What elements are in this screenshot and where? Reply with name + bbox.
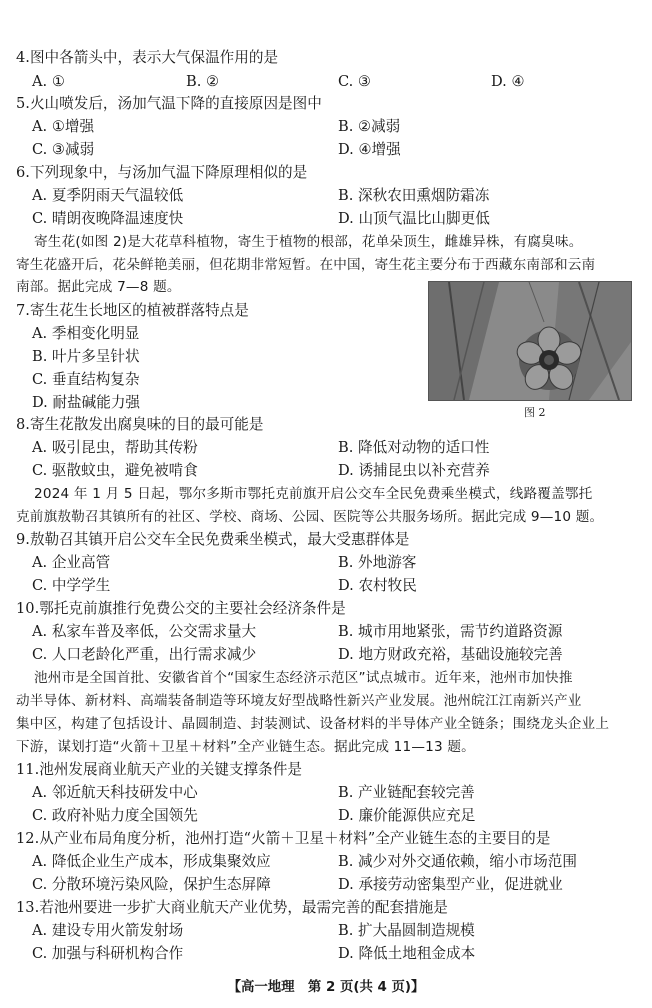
option-11b: B. 产业链配套较完善	[338, 784, 475, 801]
option-9b: B. 外地游客	[338, 554, 417, 571]
passage-3-line-3: 集中区，构建了包括设计、晶圆制造、封装测试、设备材料的半导体产业全链条；围绕龙头企业上	[16, 716, 610, 732]
question-8-stem: 8.寄生花散发出腐臭味的目的最可能是	[16, 416, 264, 433]
option-10d: D. 地方财政充裕，基础设施较完善	[338, 646, 563, 663]
option-13b: B. 扩大晶圆制造规模	[338, 922, 475, 939]
option-7a: A. 季相变化明显	[32, 325, 140, 342]
option-4c: C. ③	[338, 73, 372, 90]
option-9d: D. 农村牧民	[338, 577, 417, 594]
page-footer: 【高一地理 第 2 页(共 4 页)】	[227, 980, 425, 995]
passage-1-line-3: 南部。据此完成 7—8 题。	[16, 279, 181, 295]
option-11c: C. 政府补贴力度全国领先	[32, 807, 198, 824]
option-12a: A. 降低企业生产成本，形成集聚效应	[32, 853, 271, 870]
option-10b: B. 城市用地紧张，需节约道路资源	[338, 623, 563, 640]
question-5-stem: 5.火山喷发后，汤加气温下降的直接原因是图中	[16, 95, 322, 112]
option-12c: C. 分散环境污染风险，保护生态屏障	[32, 876, 271, 893]
option-12b: B. 减少对外交通依赖，缩小市场范围	[338, 853, 577, 870]
option-4a: A. ①	[32, 73, 65, 90]
passage-3-line-1: 池州市是全国首批、安徽省首个“国家生态经济示范区”试点城市。近年来，池州市加快推	[34, 670, 573, 686]
figure-caption: 图 2	[524, 406, 546, 419]
option-10a: A. 私家车普及率低，公交需求量大	[32, 623, 257, 640]
option-7c: C. 垂直结构复杂	[32, 371, 140, 388]
option-7b: B. 叶片多呈针状	[32, 348, 140, 365]
option-6d: D. 山顶气温比山脚更低	[338, 210, 490, 227]
passage-2-line-2: 克前旗敖勒召其镇所有的社区、学校、商场、公园、医院等公共服务场所。据此完成 9—10 题。	[16, 509, 604, 525]
option-8d: D. 诱捕昆虫以补充营养	[338, 462, 490, 479]
passage-1-line-1: 寄生花(如图 2)是大花草科植物，寄生于植物的根部，花单朵顶生，雌雄异株，有腐臭味。	[34, 234, 583, 250]
question-11-stem: 11.池州发展商业航天产业的关键支撑条件是	[16, 761, 302, 778]
option-13a: A. 建设专用火箭发射场	[32, 922, 184, 939]
option-8b: B. 降低对动物的适口性	[338, 439, 490, 456]
option-5d: D. ④增强	[338, 141, 401, 158]
option-5a: A. ①增强	[32, 118, 95, 135]
option-6b: B. 深秋农田熏烟防霜冻	[338, 187, 490, 204]
passage-1-line-2: 寄生花盛开后，花朵鲜艳美丽，但花期非常短暂。在中国，寄生花主要分布于西藏东南部和云南	[16, 257, 596, 273]
option-10c: C. 人口老龄化严重，出行需求减少	[32, 646, 257, 663]
passage-2-line-1: 2024 年 1 月 5 日起，鄂尔多斯市鄂托克前旗开启公交车全民免费乘坐模式，线路覆盖鄂托	[34, 486, 593, 502]
option-8c: C. 驱散蚊虫，避免被啃食	[32, 462, 198, 479]
parasitic-flower-photo	[428, 281, 632, 401]
option-8a: A. 吸引昆虫，帮助其传粉	[32, 439, 198, 456]
option-12d: D. 承接劳动密集型产业，促进就业	[338, 876, 563, 893]
option-5b: B. ②减弱	[338, 118, 401, 135]
question-9-stem: 9.敖勒召其镇开启公交车全民免费乘坐模式，最大受惠群体是	[16, 531, 410, 548]
question-12-stem: 12.从产业布局角度分析，池州打造“火箭＋卫星＋材料”全产业链生态的主要目的是	[16, 830, 551, 847]
option-13c: C. 加强与科研机构合作	[32, 945, 184, 962]
question-10-stem: 10.鄂托克前旗推行免费公交的主要社会经济条件是	[16, 600, 346, 617]
question-4-stem: 4.图中各箭头中，表示大气保温作用的是	[16, 49, 279, 66]
option-6c: C. 晴朗夜晚降温速度快	[32, 210, 184, 227]
option-11d: D. 廉价能源供应充足	[338, 807, 476, 824]
question-6-stem: 6.下列现象中，与汤加气温下降原理相似的是	[16, 164, 308, 181]
question-13-stem: 13.若池州要进一步扩大商业航天产业优势，最需完善的配套措施是	[16, 899, 448, 916]
option-9a: A. 企业高管	[32, 554, 111, 571]
option-6a: A. 夏季阴雨天气温较低	[32, 187, 184, 204]
passage-3-line-2: 动半导体、新材料、高端装备制造等环境友好型战略性新兴产业发展。池州皖江江南新兴产业	[16, 693, 582, 709]
option-4d: D. ④	[491, 73, 525, 90]
option-9c: C. 中学学生	[32, 577, 111, 594]
option-13d: D. 降低土地租金成本	[338, 945, 476, 962]
option-11a: A. 邻近航天科技研发中心	[32, 784, 198, 801]
passage-3-line-4: 下游，谋划打造“火箭＋卫星＋材料”全产业链生态。据此完成 11—13 题。	[16, 739, 475, 755]
option-7d: D. 耐盐碱能力强	[32, 394, 141, 411]
option-4b: B. ②	[186, 73, 220, 90]
option-5c: C. ③减弱	[32, 141, 95, 158]
question-7-stem: 7.寄生花生长地区的植被群落特点是	[16, 302, 249, 319]
